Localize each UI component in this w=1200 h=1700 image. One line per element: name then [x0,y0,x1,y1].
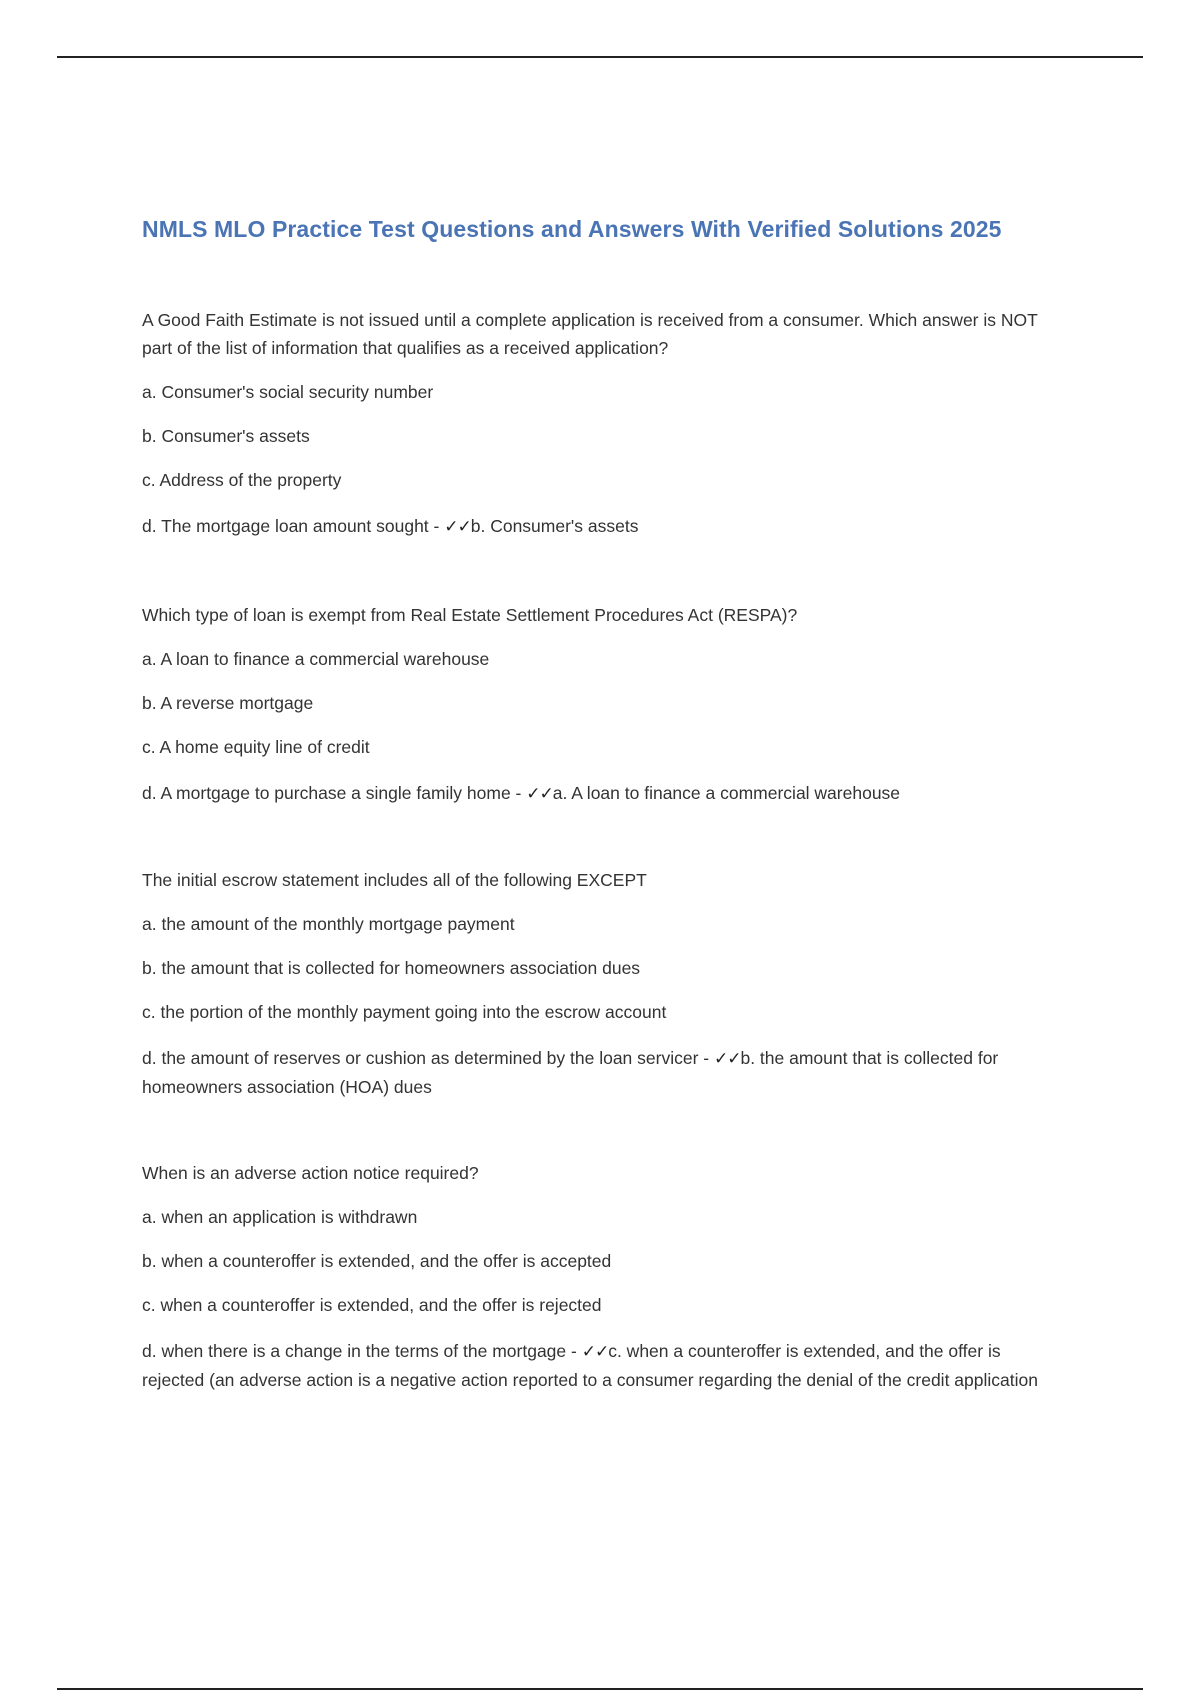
answer-option: b. A reverse mortgage [142,693,314,713]
answer-option: c. when a counteroffer is extended, and the offer is rejected [142,1295,602,1315]
question-block [142,601,1062,808]
double-check-icon: ✓✓ [526,784,553,804]
correct-answer: b. the amount that is collected for homeowners association (HOA) dues [142,1048,999,1097]
answer-option: c. the portion of the monthly payment going into the escrow account [142,1002,667,1022]
question-block [142,306,1062,541]
correct-answer: b. Consumer's assets [470,516,639,536]
double-check-icon: ✓✓ [581,1342,609,1362]
document-title: NMLS MLO Practice Test Questions and Answers With Verified Solutions 2025 [142,216,1002,242]
answer-option-text: d. the amount of reserves or cushion as determined by the loan servicer - [142,1048,710,1068]
answer-option: b. Consumer's assets [142,426,310,446]
question-stem: The initial escrow statement includes all of the following EXCEPT [142,870,647,890]
answer-option-text: d. A mortgage to purchase a single family home - [142,783,522,803]
footer-rule [57,1688,1143,1690]
answer-option: b. the amount that is collected for homeowners association dues [142,958,641,978]
question-stem: When is an adverse action notice required? [142,1163,479,1183]
answer-option: c. Address of the property [142,470,342,490]
answer-option-with-solution [142,1044,1062,1101]
correct-answer: c. when a counteroffer is extended, and the offer is rejected (an adverse action is a negative action reported to a consumer regarding the denial of the credit application [142,1341,1038,1390]
answer-option-text: d. The mortgage loan amount sought - [142,516,440,536]
double-check-icon: ✓✓ [713,1049,741,1069]
answer-option-with-solution [142,779,1062,808]
correct-answer: a. A loan to finance a commercial warehouse [552,783,901,803]
answer-option-text: d. when there is a change in the terms of the mortgage - [142,1341,577,1361]
answer-option: a. A loan to finance a commercial warehouse [142,649,490,669]
double-check-icon: ✓✓ [444,517,471,537]
answer-option: a. when an application is withdrawn [142,1207,418,1227]
answer-option-with-solution [142,1337,1062,1394]
header-rule [57,56,1143,58]
answer-option: b. when a counteroffer is extended, and the offer is accepted [142,1251,612,1271]
answer-option-with-solution [142,512,1062,541]
answer-option: c. A home equity line of credit [142,737,370,757]
question-stem: Which type of loan is exempt from Real Estate Settlement Procedures Act (RESPA)? [142,605,798,625]
question-block [142,866,1062,1101]
question-block [142,1159,1062,1394]
question-stem: A Good Faith Estimate is not issued until a complete application is received from a consumer. Which answer is NOT part of the list of information that qualifies as a received application? [142,310,1038,358]
answer-option: a. Consumer's social security number [142,382,434,402]
answer-option: a. the amount of the monthly mortgage payment [142,914,515,934]
